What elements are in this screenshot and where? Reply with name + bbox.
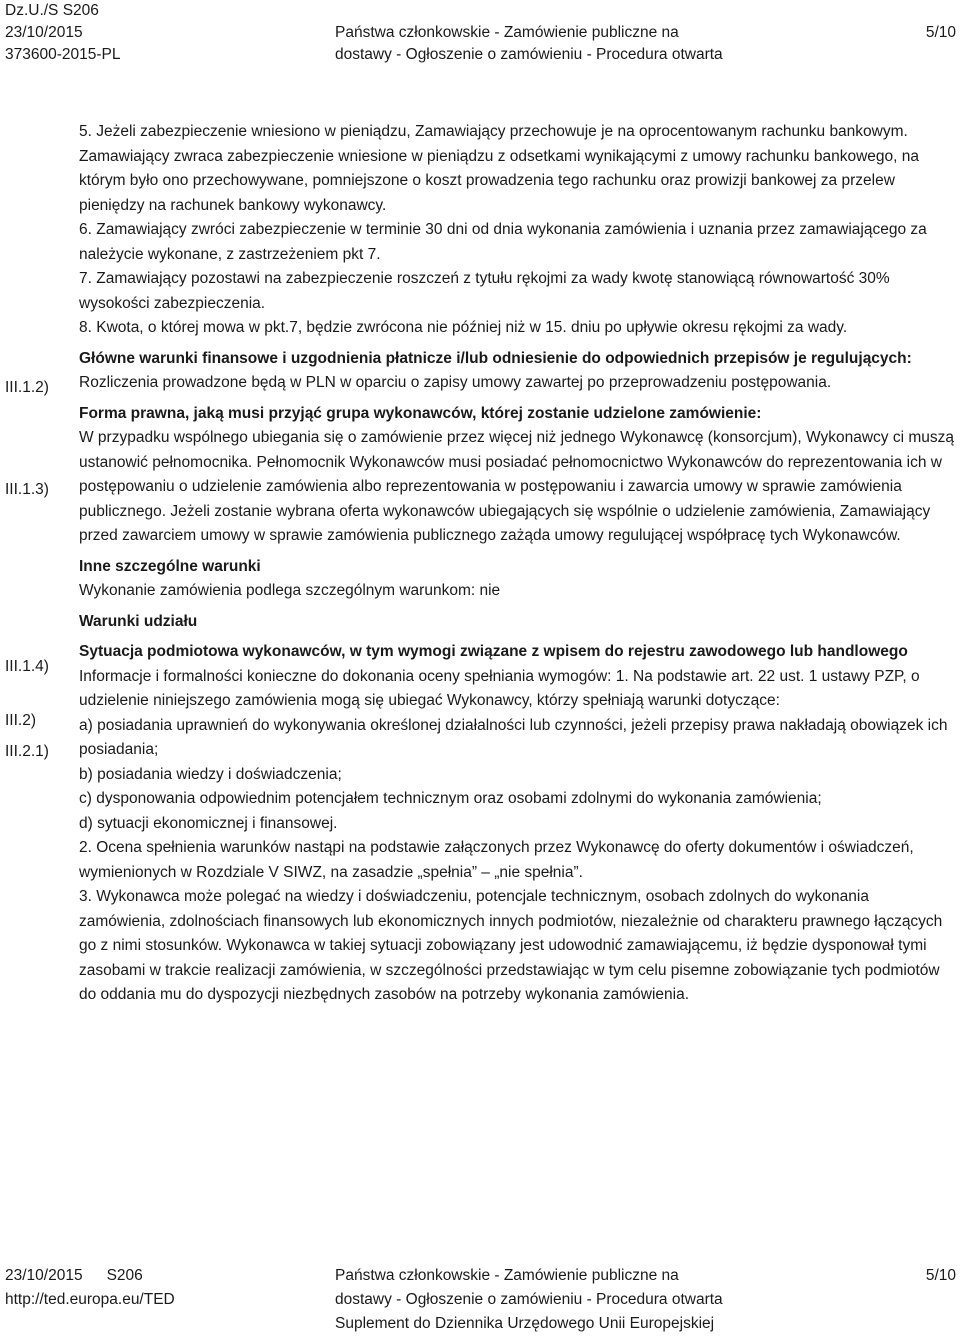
section-number: III.2) (5, 712, 37, 729)
list-item: b) posiadania wiedzy i doświadczenia; (79, 765, 342, 783)
paragraph: 8. Kwota, o której mowa w pkt.7, będzie zwrócona nie później niż w 15. dniu po upływie okresu rękojmi za wady. (79, 319, 848, 336)
page-header (0, 0, 960, 70)
header-title-line2: dostawy - Ogłoszenie o zamówieniu - Procedura otwarta (335, 46, 723, 63)
paragraph: Rozliczenia prowadzone będą w PLN w oparciu o zapisy umowy zawartej po przeprowadzeniu postępowania. (79, 374, 832, 391)
paragraph: Informacje i formalności konieczne do dokonania oceny spełniania wymogów: 1. Na podstawie art. 22 ust. 1 ustawy PZP, o udzielenie niniejszego zamówienia mogą się ubiegać Wykonawcy, którzy spełniają warunki dotyczące: (79, 667, 920, 709)
footer-title-line3: Suplement do Dziennika Urzędowego Unii Europejskiej (335, 1315, 715, 1332)
section-number: III.1.3) (5, 481, 49, 498)
header-title-line1: Państwa członkowskie - Zamówienie publiczne na (335, 24, 679, 41)
section-heading: Inne szczególne warunki (79, 557, 261, 575)
section-number: III.1.2) (5, 379, 49, 396)
section-heading: Główne warunki finansowe i uzgodnienia płatnicze i/lub odniesienie do odpowiednich przepisów je regulujących: (79, 349, 912, 367)
header-date: 23/10/2015 (5, 24, 83, 41)
document-body (79, 120, 957, 1008)
section-number: III.1.4) (5, 658, 49, 675)
section-heading: Sytuacja podmiotowa wykonawców, w tym wymogi związane z wpisem do rejestru zawodowego lub handlowego (79, 643, 908, 660)
footer-left (5, 1264, 175, 1312)
paragraph: 2. Ocena spełnienia warunków nastąpi na podstawie załączonych przez Wykonawcę do oferty dokumentów i oświadczeń, wymienionych w Rozdziale V SIWZ, na zasadzie „spełnia” – „nie spełnia”. (79, 839, 914, 881)
list-item: a) posiadania uprawnień do wykonywania określonej działalności lub czynności, jeżeli przepisy prawa nakładają obowiązek ich posiadania; (79, 716, 948, 758)
paragraph: 7. Zamawiający pozostawi na zabezpieczenie roszczeń z tytułu rękojmi za wady kwotę stanowiącą równowartość 30% wysokości zabezpieczenia. (79, 270, 890, 312)
doc-ref: Dz.U./S S206 (5, 2, 99, 19)
section-number: III.2.1) (5, 743, 49, 760)
footer-title-line1: Państwa członkowskie - Zamówienie publiczne na (335, 1267, 679, 1284)
section-heading: Forma prawna, jaką musi przyjąć grupa wykonawców, której zostanie udzielone zamówienie: (79, 404, 762, 422)
footer-title-line2: dostawy - Ogłoszenie o zamówieniu - Procedura otwarta (335, 1291, 723, 1308)
paragraph: 5. Jeżeli zabezpieczenie wniesiono w pieniądzu, Zamawiający przechowuje je na oprocentowanym rachunku bankowym. Zamawiający zwraca zabezpieczenie wniesione w pieniądzu z odsetkami wynikającymi z umowy rachunku bankowego, na którym było ono przechowywane, pomniejszone o koszt prowadzenia tego rachunku oraz prowizji bankowej za przelew pieniędzy na rachunek bankowy wykonawcy. (79, 123, 919, 214)
list-item: d) sytuacji ekonomicznej i finansowej. (79, 814, 338, 832)
footer-title (335, 1264, 723, 1336)
footer-page-number: 5/10 (925, 1267, 956, 1284)
header-title (335, 0, 723, 66)
footer-url[interactable]: http://ted.europa.eu/TED (5, 1291, 175, 1308)
page-footer (0, 1264, 960, 1334)
header-left (5, 0, 121, 66)
header-page-number: 5/10 (925, 24, 956, 41)
notice-number: 373600-2015-PL (5, 46, 121, 63)
footer-date: 23/10/2015 (5, 1267, 83, 1284)
paragraph: 3. Wykonawca może polegać na wiedzy i doświadczeniu, potencjale technicznym, osobach zdolnych do wykonania zamówienia, zdolnościach finansowych lub ekonomicznych innych podmiotów, niezależnie od charakteru prawnego łączących go z nimi stosunków. Wykonawca w takiej sytuacji zobowiązany jest udowodnić zamawiającemu, iż będzie dysponował tymi zasobami w trakcie realizacji zamówienia, w szczególności przedstawiając w tym celu pisemne zobowiązanie tych podmiotów do oddania mu do dyspozycji niezbędnych zasobów na potrzeby wykonania zamówienia. (79, 888, 943, 1003)
list-item: c) dysponowania odpowiednim potencjałem technicznym oraz osobami zdolnymi do wykonania zamówienia; (79, 790, 822, 807)
paragraph: W przypadku wspólnego ubiegania się o zamówienie przez więcej niż jednego Wykonawcę (konsorcjum), Wykonawcy ci muszą ustanowić pełnomocnika. Pełnomocnik Wykonawców musi posiadać pełnomocnictwo Wykonawców do reprezentowania ich w postępowaniu o udzielenie zamówienia albo reprezentowania w postępowaniu i zawarcia umowy w sprawie zamówienia publicznego. Jeżeli zostanie wybrana oferta wykonawców ubiegających się wspólnie o udzielenie zamówienia, Zamawiający przed zawarciem umowy w sprawie zamówienia publicznego zażąda umowy regulującej współpracę tych Wykonawców. (79, 429, 955, 544)
footer-issue: S206 (106, 1267, 143, 1284)
paragraph: Wykonanie zamówienia podlega szczególnym warunkom: nie (79, 582, 501, 599)
paragraph: 6. Zamawiający zwróci zabezpieczenie w terminie 30 dni od dnia wykonania zamówienia i uznania przez zamawiającego za należycie wykonane, z zastrzeżeniem pkt 7. (79, 221, 927, 263)
section-heading: Warunki udziału (79, 612, 198, 630)
